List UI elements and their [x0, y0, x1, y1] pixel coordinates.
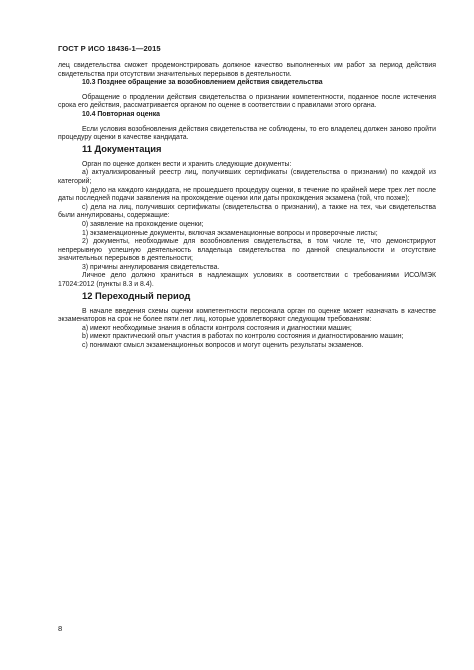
- section-11-item-c0: 0) заявление на прохождение оценки;: [82, 220, 204, 228]
- section-11-intro: Орган по оценке должен вести и хранить следующие документы:: [82, 160, 292, 168]
- section-12-heading: 12 Переходный период: [82, 289, 191, 301]
- section-11-item-c2: 2) документы, необходимые для возобновления свидетельства, в том числе те, что демонстрируют непрерывную успешную деятельность владельца свидетельства по данной специальности и отсутствие значительных перерывов в деятельности;: [58, 238, 436, 263]
- section-10-4-text: Если условия возобновления действия свидетельства не соблюдены, то его владелец должен заново пройти процедуру оценки в качестве кандидата.: [58, 125, 436, 142]
- page-content: [58, 62, 436, 351]
- section-11-item-c3: 3) причины аннулирования свидетельства.: [82, 263, 220, 271]
- continued-paragraph: лец свидетельства сможет продемонстрировать должное качество выполненных им работ за период действия свидетельства при отсутствии значительных перерывов в деятельности.: [58, 62, 436, 78]
- section-12-item-a: а) имеют необходимые знания в области контроля состояния и диагностики машин;: [82, 324, 352, 332]
- section-12-item-b: b) имеют практический опыт участия в работах по контролю состояния и диагностированию машин;: [82, 333, 404, 341]
- section-10-4-heading: 10.4 Повторная оценка: [82, 110, 160, 118]
- section-11-item-b: b) дело на каждого кандидата, не прошедшего процедуру оценки, в течение по крайней мере трех лет после даты последней подачи заявления на прохождение оценки или даты прохождения экзамена (той, что позже);: [58, 186, 436, 203]
- standard-code-header: ГОСТ Р ИСО 18436-1—2015: [58, 44, 161, 53]
- section-11-item-c: с) дела на лиц, получивших сертификаты (свидетельства о признании), а также на тех, чьи свидетельства были аннулированы, содержащие:: [58, 203, 436, 220]
- section-10-3-heading: 10.3 Позднее обращение за возобновлением действия свидетельства: [82, 79, 323, 87]
- section-11-item-a: а) актуализированный реестр лиц, получивших сертификаты (свидетельства о признании) по каждой из категорий;: [58, 169, 436, 185]
- section-12-intro: В начале введения схемы оценки компетентности персонала орган по оценке может назначать в качестве экзаменаторов на срок не более пяти лет лиц, которые удовлетворяют следующим требованиям:: [58, 307, 436, 324]
- section-12-item-c: с) понимают смысл экзаменационных вопросов и могут оценить результаты экзаменов.: [82, 342, 364, 350]
- page-number: 8: [58, 624, 63, 633]
- section-11-heading: 11 Документация: [82, 142, 162, 154]
- section-10-3-text: Обращение о продлении действия свидетельства о признании компетентности, поданное после истечения срока его действия, рассматривается органом по оценке в соответствии с правилами этого органа.: [58, 93, 436, 110]
- section-11-item-c1: 1) экзаменационные документы, включая экзаменационные вопросы и проверочные листы;: [82, 229, 378, 237]
- section-11-storage: Личное дело должно храниться в надлежащих условиях в соответствии с требованиями ИСО/МЭК 17024:2012 (пункты 8.3 и 8.4).: [58, 272, 436, 289]
